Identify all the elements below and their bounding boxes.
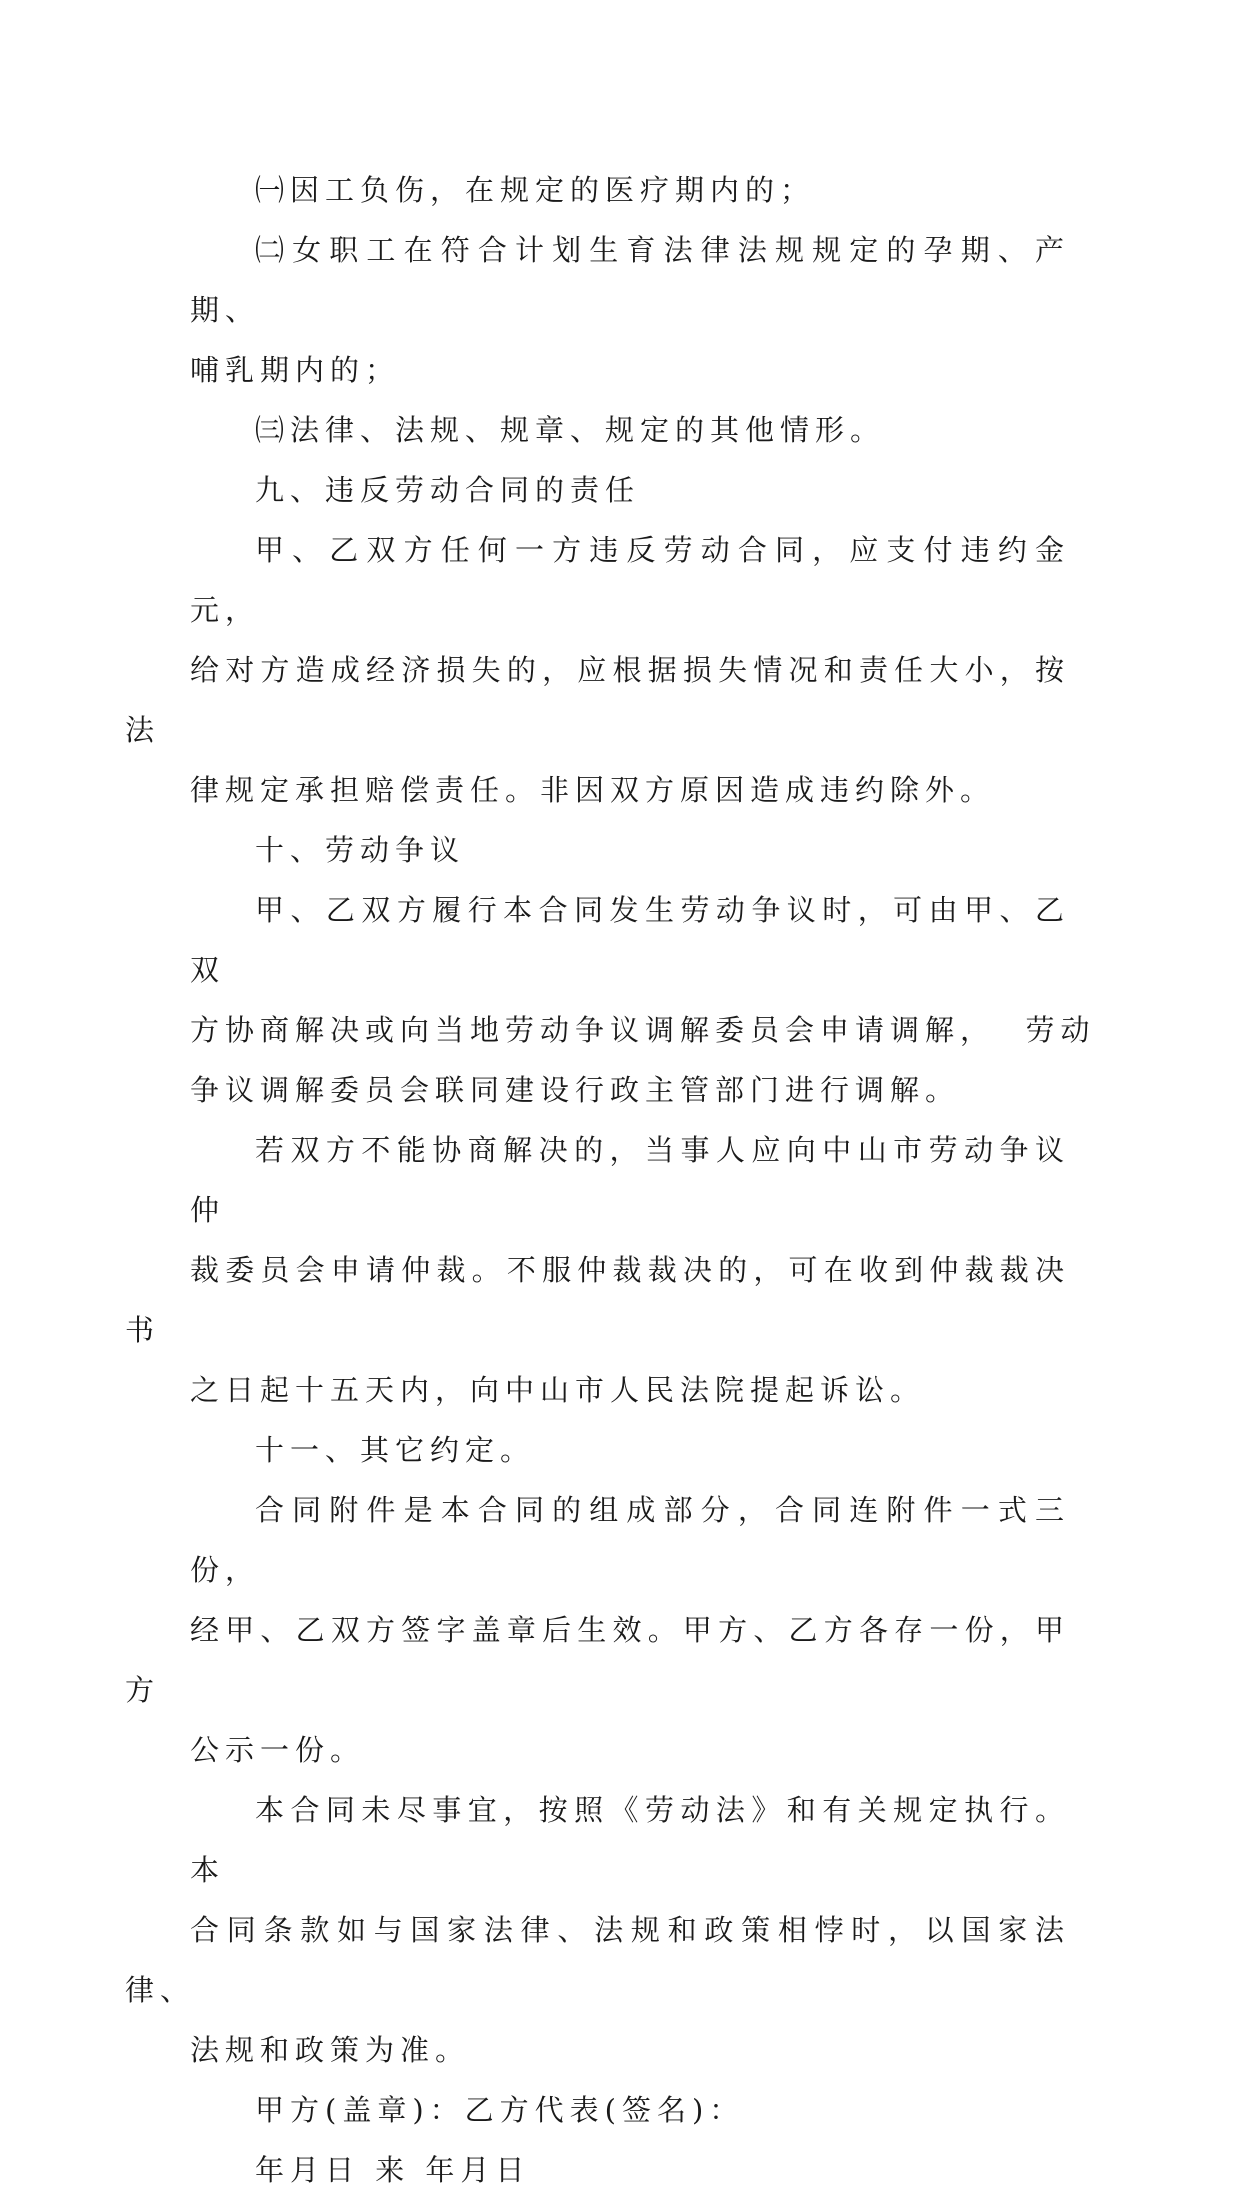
text-line: 合同条款如与国家法律、法规和政策相悖时，以国家法律、	[125, 1913, 1070, 2007]
text-line: 方协商解决或向当地劳动争议调解委员会申请调解， 劳动	[190, 1013, 1096, 1047]
clause-item-2	[190, 220, 1070, 400]
contract-body	[125, 160, 1096, 2200]
text-line: 甲、乙双方履行本合同发生劳动争议时，可由甲、乙双	[190, 893, 1070, 987]
text-line: 裁委员会申请仲裁。不服仲裁裁决的，可在收到仲裁裁决书	[125, 1253, 1070, 1347]
text-line: ㈢法律、法规、规章、规定的其他情形。	[255, 413, 886, 447]
date-line	[190, 2140, 1070, 2200]
text-line: 公示一份。	[190, 1733, 366, 1767]
text-line: 十、劳动争议	[255, 833, 466, 867]
section-11-paragraph-1	[125, 1480, 1070, 1780]
text-line: 法规和政策为准。	[190, 2033, 471, 2067]
text-line: 甲、乙双方任何一方违反劳动合同，应支付违约金元，	[190, 533, 1070, 627]
text-line: 九、违反劳动合同的责任	[255, 473, 641, 507]
clause-item-1	[190, 160, 1070, 220]
text-line: 本合同未尽事宜，按照《劳动法》和有关规定执行。本	[190, 1793, 1070, 1887]
text-line: 十一、其它约定。	[255, 1433, 536, 1467]
text-line: 之日起十五天内，向中山市人民法院提起诉讼。	[190, 1373, 926, 1407]
section-9-paragraph	[125, 520, 1070, 820]
section-heading-10	[190, 820, 1070, 880]
section-heading-11	[190, 1420, 1070, 1480]
text-line: 争议调解委员会联同建设行政主管部门进行调解。	[190, 1073, 961, 1107]
text-line: 合同附件是本合同的组成部分，合同连附件一式三份，	[190, 1493, 1070, 1587]
text-line: 给对方造成经济损失的，应根据损失情况和责任大小，按法	[125, 653, 1070, 747]
text-line: 经甲、乙双方签字盖章后生效。甲方、乙方各存一份，甲方	[125, 1613, 1070, 1707]
text-line: 若双方不能协商解决的，当事人应向中山市劳动争议仲	[190, 1133, 1070, 1227]
section-heading-9	[190, 460, 1070, 520]
text-line: ㈠因工负伤，在规定的医疗期内的；	[255, 173, 816, 207]
text-line: 律规定承担赔偿责任。非因双方原因造成违约除外。	[190, 773, 996, 807]
text-line: ㈡女职工在符合计划生育法律法规规定的孕期、产期、	[190, 233, 1070, 327]
text-line: 年月日 来 年月日	[255, 2153, 531, 2187]
clause-item-3	[190, 400, 1070, 460]
section-10-paragraph-1	[190, 880, 1096, 1120]
text-line: 甲方(盖章)：乙方代表(签名)：	[255, 2093, 745, 2127]
signature-line	[190, 2080, 1070, 2140]
text-line: 哺乳期内的；	[190, 353, 401, 387]
section-11-paragraph-2	[125, 1780, 1070, 2080]
section-10-paragraph-2	[125, 1120, 1070, 1420]
